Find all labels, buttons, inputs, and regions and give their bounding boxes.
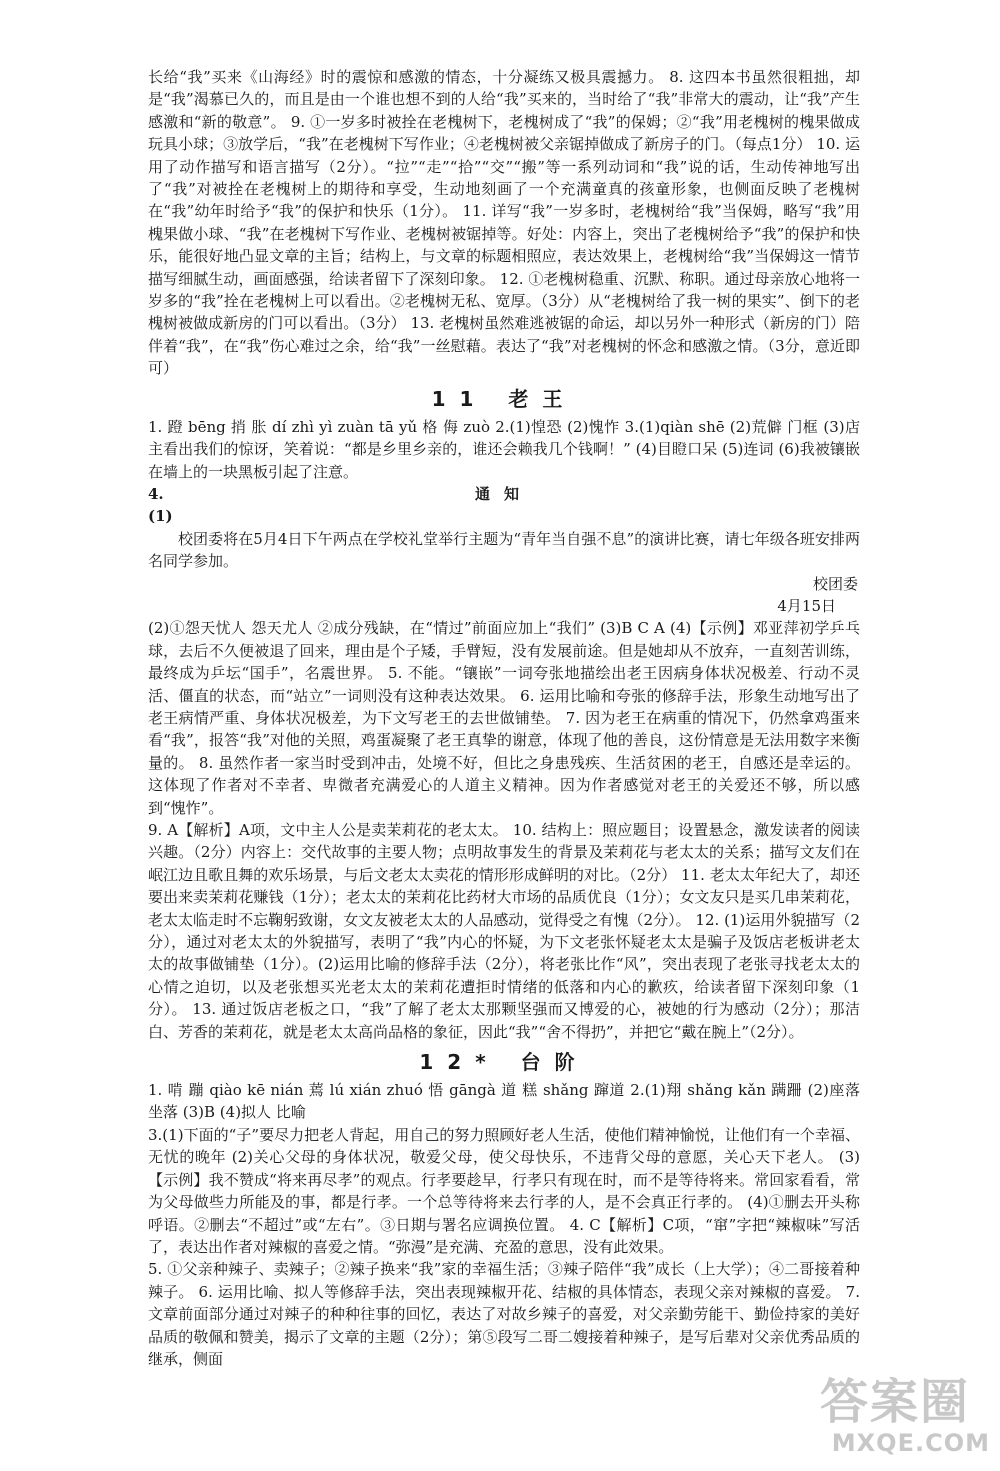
- paragraph-section10-answers: 长给“我”买来《山海经》时的震惊和感激的情态，十分凝练又极具震撼力。 8. 这四本书虽然很粗拙，却是“我”渴慕已久的，而且是由一个谁也想不到的人给“我”买来的，当时给了“我”非常大的震动，让“我”产生感激和“新的敬意”。 9. ①一岁多时被拴在老槐树下，老槐树成了“我”的保姆；②“我”用老槐树的槐果做成玩具小球；③放学后，“我”在老槐树下写作业；④老槐树被父亲锯掉做成了新房子的门。（每点1分） 10. 运用了动作描写和语言描写（2分）。“拉”“走”“拾”“交”“搬”等一系列动词和“我”说的话，生动传神地写出了“我”对被拴在老槐树上的期待和享受，生动地刻画了一个充满童真的孩童形象，也侧面反映了老槐树在“我”幼年时给予“我”的保护和快乐（1分）。 11. 详写“我”一岁多时，老槐树给“我”当保姆，略写“我”用槐果做小球、“我”在老槐树下写作业、老槐树被锯掉等。好处：内容上，突出了老槐树给予“我”的保护和快乐，能很好地凸显文章的主旨；结构上，与文章的标题相照应，表达效果上，老槐树给“我”当保姆这一情节描写细腻生动，画面感强，给读者留下了深刻印象。 12. ①老槐树稳重、沉默、称职。通过母亲放心地将一岁多的“我”拴在老槐树上可以看出。②老槐树无私、宽厚。（3分）从“老槐树给了我一树的果实”、倒下的老槐树被做成新房的门可以看出。（3分） 13. 老槐树虽然难逃被锯的命运，却以另外一种形式（新房的门）陪伴着“我”，在“我”伤心难过之余，给“我”一丝慰藉。表达了“我”对老槐树的怀念和感激之情。（3分，意近即可）: [148, 68, 860, 378]
- paragraph-section11-part3: 9. A【解析】A项，文中主人公是卖茉莉花的老太太。 10. 结构上：照应题目；设置悬念，激发读者的阅读兴趣。（2分）内容上：交代故事的主要人物；点明故事发生的背景及茉莉花与老太太的关系；描写文友们在岷江边且歌且舞的欢乐场景，与后文老太太卖花的情形形成鲜明的对比。（2分） 11. 老太太年纪大了，却还要出来卖茉莉花赚钱（1分）；老太太的茉莉花比药材大市场的品质优良（1分）；女文友只是买几串茉莉花，老太太临走时不忘鞠躬致谢，女文友被老太太的人品感动，觉得受之有愧（2分）。 12. (1)运用外貌描写（2分），通过对老太太的外貌描写，表明了“我”内心的怀疑，为下文老张怀疑老太太是骗子及饭店老板讲老太太的故事做铺垫（1分）。(2)运用比喻的修辞手法（2分），将老张比作“风”，突出表现了老张寻找老太太的心情之迫切，以及老张想买光老太太的茉莉花遭拒时情绪的低落和内心的歉疚，给读者留下深刻印象（1分）。 13. 通过饭店老板之口，“我”了解了老太太那颗坚强而又博爱的心，被她的行为感动（2分）；那洁白、芳香的茉莉花，就是老太太高尚品格的象征，因此“我”“舍不得扔”，并把它“戴在腕上”（2分）。: [148, 821, 860, 1041]
- paragraph-section11-part1: 1. 蹬 bēng 捎 胀 dí zhì yì zuàn tā yǔ 格 侮 zuò 2.(1)惶恐 (2)愧怍 3.(1)qiàn shē (2)荒僻 门框 (3)店主看出我们的惊讶，笑着说：“都是乡里乡亲的，谁还会赖我几个钱啊！” (4)目瞪口呆 (5)连词 (6)我被镶嵌在墙上的一块黑板引起了注意。: [148, 417, 860, 481]
- paragraph-section12-part1: 1. 啃 蹦 qiào kē nián 蔫 lú xián zhuó 悟 gāngà 道 糕 shǎng 蹿道 2.(1)翔 shǎng kǎn 蹒跚 (2)座落 坐落 (3)B (4)拟人 比喻: [148, 1081, 860, 1122]
- section-12-title: 12* 台阶: [419, 1050, 589, 1075]
- notice-label: 4.(1): [148, 484, 173, 526]
- section-11-title: 11 老王: [431, 386, 577, 411]
- site-watermark: [820, 1375, 990, 1467]
- paragraph-section11-part2: (2)①怨天忧人 怨天尤人 ②成分残缺，在“情过”前面应加上“我们” (3)B C A (4)【示例】邓亚萍初学乒乓球，去后不久便被退了回来，理由是个子矮，手臂短，没有发展前途。但是她却从不放弃，一直刻苦训练，最终成为乒坛“国手”，名震世界。 5. 不能。“镶嵌”一词夸张地描绘出老王因病身体状况极差、行动不灵活、僵直的状态，而“站立”一词则没有这种表达效果。 6. 运用比喻和夸张的修辞手法，形象生动地写出了老王病情严重、身体状况极差，为下文写老王的去世做铺垫。 7. 因为老王在病重的情况下，仍然拿鸡蛋来看“我”，报答“我”对他的关照，鸡蛋凝聚了老王真挚的谢意，体现了他的善良，这份情意是无法用数字来衡量的。 8. 虽然作者一家当时受到冲击，处境不好，但比之身患残疾、生活贫困的老王，自感还是幸运的。这体现了作者对不幸者、卑微者充满爱心的人道主义精神。因为作者感觉对老王的关爱还不够，所以感到“愧怍”。: [148, 619, 860, 817]
- notice-signature: 校团委: [812, 574, 858, 593]
- paragraph-section12-part2: 3.(1)下面的“子”要尽力把老人背起，用自己的努力照顾好老人生活，使他们精神愉悦，让他们有一个幸福、无忧的晚年 (2)关心父母的身体状况，敬爱父母，使父母快乐，不违背父母的意愿，关心天下老人。 (3)【示例】我不赞成“将来再尽孝”的观点。行孝要趁早，行孝只有现在时，而不是等待将来。常回家看看，常为父母做些力所能及的事，都是行孝。一个总等待将来去行孝的人，是不会真正行孝的。 (4)①删去开头称呼语。②删去“不超过”或“左右”。③日期与署名应调换位置。 4. C【解析】C项，“窜”字把“辣椒味”写活了，表达出作者对辣椒的喜爱之情。“弥漫”是充满、充盈的意思，没有此效果。: [148, 1125, 860, 1256]
- notice-header: [148, 483, 860, 528]
- answer-page: [148, 66, 860, 1370]
- notice-title: 通知: [474, 484, 533, 503]
- notice-body: 校团委将在5月4日下午两点在学校礼堂举行主题为“青年当自强不息”的演讲比赛，请七年级各班安排两名同学参加。: [148, 529, 860, 571]
- notice-date: 4月15日: [777, 596, 836, 615]
- watermark-logo-text: 答案圈: [820, 1374, 971, 1430]
- paragraph-section12-part3: 5. ①父亲种辣子、卖辣子；②辣子换来“我”家的幸福生活；③辣子陪伴“我”成长（上大学）；④二哥接着种辣子。 6. 运用比喻、拟人等修辞手法，突出表现辣椒开花、结椒的具体情态，表现父亲对辣椒的喜爱。 7. 文章前面部分通过对辣子的种种往事的回忆，表达了对故乡辣子的喜爱，对父亲勤劳能干、勤俭持家的美好品质的敬佩和赞美，揭示了文章的主题（2分）；第⑤段写二哥二嫂接着种辣子，是写后辈对父亲优秀品质的继承，侧面: [148, 1260, 860, 1368]
- watermark-url: MXQE.COM: [831, 1429, 990, 1457]
